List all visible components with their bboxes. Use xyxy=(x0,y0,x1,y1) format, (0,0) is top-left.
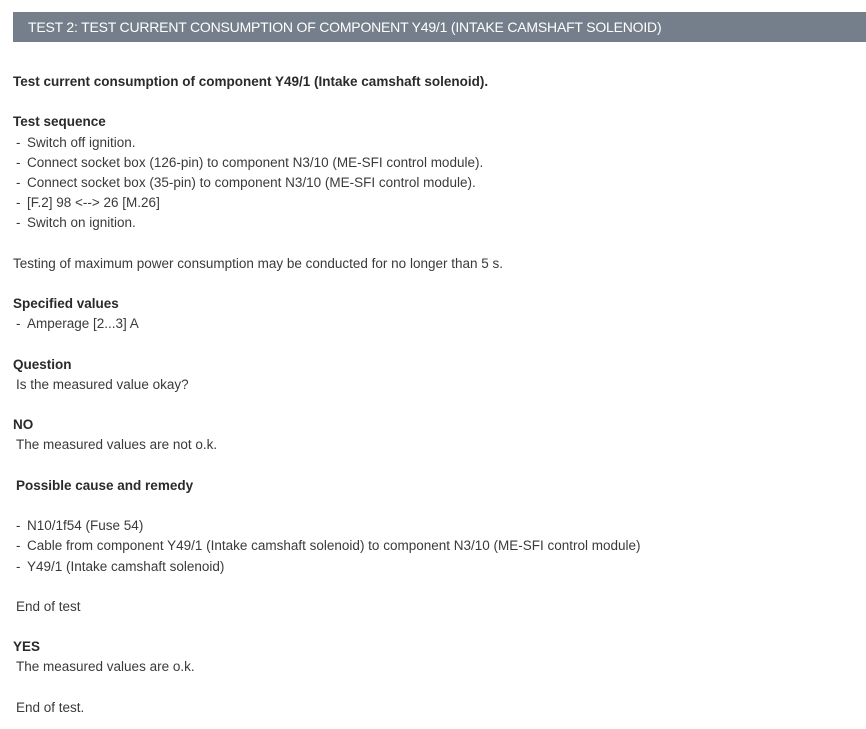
specified-value-item xyxy=(13,314,863,334)
cause-item-text: Y49/1 (Intake camshaft solenoid) xyxy=(27,558,225,574)
bullet-dash: - xyxy=(16,215,21,231)
sequence-step-text: Switch off ignition. xyxy=(27,134,136,150)
cause-item xyxy=(13,536,863,556)
bullet-dash: - xyxy=(16,195,21,211)
no-end-of-test: End of test xyxy=(16,598,81,614)
sequence-step xyxy=(13,193,863,213)
test-title-banner: TEST 2: TEST CURRENT CONSUMPTION OF COMPONENT Y49/1 (INTAKE CAMSHAFT SOLENOID) xyxy=(13,12,866,42)
sequence-step-text: Switch on ignition. xyxy=(27,215,136,231)
specified-values-heading: Specified values xyxy=(13,296,119,312)
question-text: Is the measured value okay? xyxy=(16,376,189,392)
cause-item-text: Cable from component Y49/1 (Intake camshaft solenoid) to component N3/10 (ME-SFI control module) xyxy=(27,538,641,554)
sequence-step-text: Connect socket box (35-pin) to component N3/10 (ME-SFI control module). xyxy=(27,174,476,190)
test-content xyxy=(13,72,863,718)
bullet-dash: - xyxy=(16,174,21,190)
yes-heading: YES xyxy=(13,639,41,655)
bullet-dash: - xyxy=(16,154,21,170)
no-result-text: The measured values are not o.k. xyxy=(16,437,218,453)
power-consumption-note: Testing of maximum power consumption may be conducted for no longer than 5 s. xyxy=(13,255,504,271)
question-heading: Question xyxy=(13,356,72,372)
sequence-step xyxy=(13,213,863,233)
cause-item xyxy=(13,516,863,536)
bullet-dash: - xyxy=(16,134,21,150)
no-heading: NO xyxy=(13,417,34,433)
yes-result-text: The measured values are o.k. xyxy=(16,659,195,675)
intro-text: Test current consumption of component Y49/1 (Intake camshaft solenoid). xyxy=(13,74,489,89)
sequence-step-text: Connect socket box (126-pin) to component N3/10 (ME-SFI control module). xyxy=(27,154,484,170)
bullet-dash: - xyxy=(16,518,21,534)
sequence-step xyxy=(13,153,863,173)
bullet-dash: - xyxy=(16,558,21,574)
cause-item-text: N10/1f54 (Fuse 54) xyxy=(27,518,144,534)
sequence-step xyxy=(13,173,863,193)
sequence-step-text: [F.2] 98 <--> 26 [M.26] xyxy=(27,195,160,211)
yes-end-of-test: End of test. xyxy=(16,699,85,715)
sequence-step xyxy=(13,133,863,153)
cause-item xyxy=(13,557,863,577)
specified-value-text: Amperage [2...3] A xyxy=(27,316,139,332)
bullet-dash: - xyxy=(16,316,21,332)
possible-cause-heading: Possible cause and remedy xyxy=(16,477,194,493)
test-sequence-heading: Test sequence xyxy=(13,114,106,130)
bullet-dash: - xyxy=(16,538,21,554)
